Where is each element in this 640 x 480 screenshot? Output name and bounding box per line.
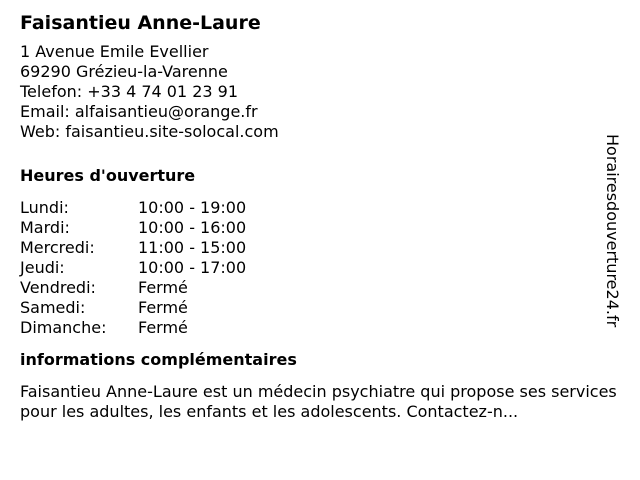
hours-row-saturday xyxy=(20,298,610,318)
phone-text: Telefon: +33 4 74 01 23 91 xyxy=(20,82,239,101)
site-watermark: Horairesdouverture24.fr xyxy=(603,134,622,328)
hours-time: 10:00 - 16:00 xyxy=(138,218,247,237)
hours-day: Mardi: xyxy=(20,218,70,237)
email-text: Email: alfaisantieu@orange.fr xyxy=(20,102,258,121)
hours-time: 10:00 - 17:00 xyxy=(138,258,247,277)
contact-block xyxy=(20,42,610,142)
hours-time: 10:00 - 19:00 xyxy=(138,198,247,217)
hours-row-tuesday xyxy=(20,218,610,238)
hours-time: Fermé xyxy=(138,278,188,297)
hours-time: Fermé xyxy=(138,298,188,317)
hours-day: Samedi: xyxy=(20,298,86,317)
hours-day: Mercredi: xyxy=(20,238,95,257)
hours-day: Dimanche: xyxy=(20,318,107,337)
hours-time: Fermé xyxy=(138,318,188,337)
hours-table xyxy=(20,198,610,338)
hours-row-wednesday xyxy=(20,238,610,258)
hours-row-thursday xyxy=(20,258,610,278)
hours-day: Lundi: xyxy=(20,198,69,217)
website-text: Web: faisantieu.site-solocal.com xyxy=(20,122,279,141)
hours-heading: Heures d'ouverture xyxy=(20,166,196,185)
hours-day: Jeudi: xyxy=(20,258,65,277)
hours-row-friday xyxy=(20,278,610,298)
listing-title: Faisantieu Anne-Laure xyxy=(20,12,261,34)
address-line-city: 69290 Grézieu-la-Varenne xyxy=(20,62,228,81)
description-text: Faisantieu Anne-Laure est un médecin psychiatre qui propose ses services pour les adultes, les enfants et les adolescents. Contactez-n... xyxy=(20,382,617,421)
hours-row-monday xyxy=(20,198,610,218)
address-line-street: 1 Avenue Emile Evellier xyxy=(20,42,209,61)
hours-day: Vendredi: xyxy=(20,278,96,297)
hours-row-sunday xyxy=(20,318,610,338)
hours-time: 11:00 - 15:00 xyxy=(138,238,247,257)
info-heading: informations complémentaires xyxy=(20,350,297,369)
